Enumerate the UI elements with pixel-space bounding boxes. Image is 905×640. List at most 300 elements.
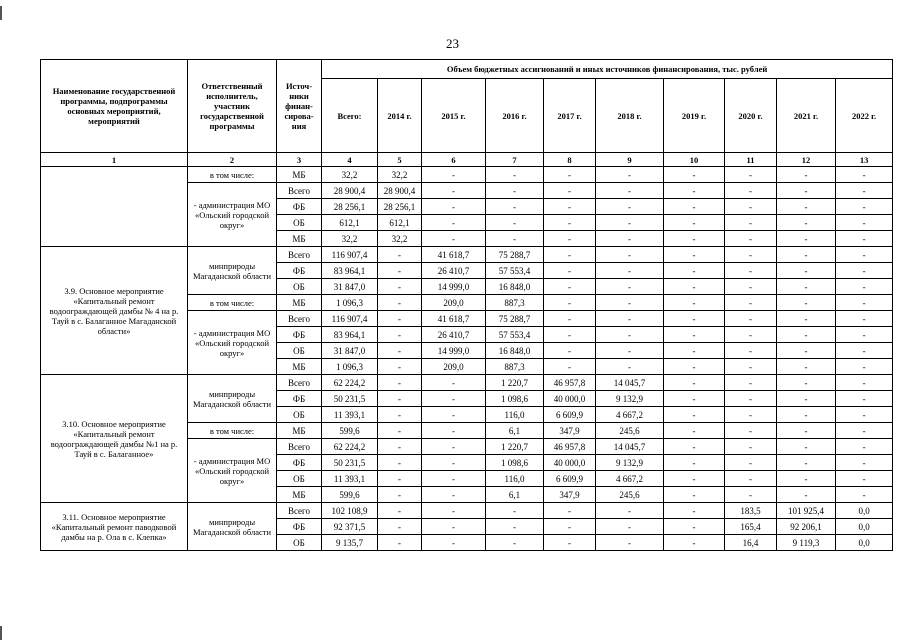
amount-year: 40 000,0	[544, 455, 596, 471]
amount-year: -	[596, 231, 664, 247]
funding-source: ОБ	[277, 279, 322, 295]
amount-year: -	[378, 439, 422, 455]
table-row	[41, 375, 893, 391]
amount-year: -	[544, 311, 596, 327]
table-row	[41, 247, 893, 263]
amount-year: -	[777, 215, 836, 231]
table-body	[41, 167, 893, 551]
column-number: 1	[41, 153, 188, 167]
funding-source: ФБ	[277, 391, 322, 407]
amount-year: -	[664, 359, 725, 375]
amount-year: -	[422, 503, 486, 519]
amount-total: 9 135,7	[322, 535, 378, 551]
binding-mark-bottom	[0, 626, 2, 640]
funding-source: ФБ	[277, 199, 322, 215]
amount-year: -	[777, 311, 836, 327]
amount-year: -	[725, 327, 777, 343]
amount-year: 6,1	[486, 487, 544, 503]
amount-year: -	[777, 231, 836, 247]
amount-year: -	[664, 215, 725, 231]
amount-year: 347,9	[544, 487, 596, 503]
funding-source: Всего	[277, 375, 322, 391]
table-row	[41, 503, 893, 519]
header-responsible: Ответственный исполнитель, участник государственной программы	[188, 60, 277, 153]
amount-year: -	[664, 279, 725, 295]
amount-year: -	[596, 535, 664, 551]
amount-year: -	[725, 199, 777, 215]
amount-total: 612,1	[322, 215, 378, 231]
amount-year: -	[544, 183, 596, 199]
amount-year: -	[544, 231, 596, 247]
amount-year: -	[836, 439, 893, 455]
header-year: 2019 г.	[664, 79, 725, 153]
amount-year: -	[544, 167, 596, 183]
amount-year: -	[777, 295, 836, 311]
column-number: 6	[422, 153, 486, 167]
amount-year: -	[378, 263, 422, 279]
header-source: Источ-ники финан-сирова-ния	[277, 60, 322, 153]
amount-year: 75 288,7	[486, 311, 544, 327]
funding-source: Всего	[277, 247, 322, 263]
funding-source: МБ	[277, 487, 322, 503]
amount-year: -	[777, 407, 836, 423]
amount-year: -	[664, 487, 725, 503]
amount-year: -	[544, 199, 596, 215]
amount-year: -	[378, 487, 422, 503]
amount-year: -	[664, 263, 725, 279]
amount-year: -	[422, 167, 486, 183]
funding-source: ОБ	[277, 471, 322, 487]
activity-name: 3.9. Основное мероприятие «Капитальный ремонт водоограждающей дамбы № 4 на р. Тауй в с. Балаганное Магаданской области»	[41, 247, 188, 375]
amount-year: 57 553,4	[486, 263, 544, 279]
funding-source: ОБ	[277, 407, 322, 423]
amount-year: -	[378, 311, 422, 327]
amount-year: 40 000,0	[544, 391, 596, 407]
amount-year: -	[378, 455, 422, 471]
amount-year: -	[422, 183, 486, 199]
amount-year: 0,0	[836, 535, 893, 551]
amount-year: 0,0	[836, 503, 893, 519]
amount-year: 26 410,7	[422, 263, 486, 279]
amount-total: 116 907,4	[322, 311, 378, 327]
amount-year: -	[777, 471, 836, 487]
amount-year: -	[836, 343, 893, 359]
amount-year: 14 045,7	[596, 439, 664, 455]
amount-year: 209,0	[422, 295, 486, 311]
amount-year: -	[378, 391, 422, 407]
responsible-executor: - администрация МО «Ольский городской округ»	[188, 183, 277, 247]
activity-name: 3.11. Основное мероприятие «Капитальный ремонт паводковой дамбы на р. Ола в с. Клепка»	[41, 503, 188, 551]
amount-year: -	[664, 231, 725, 247]
amount-year: -	[725, 215, 777, 231]
responsible-executor: минприроды Магаданской области	[188, 503, 277, 551]
amount-year: 9 132,9	[596, 391, 664, 407]
header-year: 2021 г.	[777, 79, 836, 153]
funding-source: Всего	[277, 311, 322, 327]
column-number: 8	[544, 153, 596, 167]
amount-year: -	[422, 455, 486, 471]
amount-total: 62 224,2	[322, 439, 378, 455]
amount-year: -	[725, 263, 777, 279]
funding-source: МБ	[277, 295, 322, 311]
amount-year: -	[422, 423, 486, 439]
amount-year: 6 609,9	[544, 471, 596, 487]
amount-total: 31 847,0	[322, 279, 378, 295]
amount-year: 14 045,7	[596, 375, 664, 391]
amount-year: -	[378, 343, 422, 359]
funding-source: Всего	[277, 503, 322, 519]
amount-year: -	[422, 407, 486, 423]
amount-year: 165,4	[725, 519, 777, 535]
amount-total: 62 224,2	[322, 375, 378, 391]
amount-year: 28 900,4	[378, 183, 422, 199]
amount-year: -	[777, 327, 836, 343]
amount-year: -	[378, 247, 422, 263]
amount-year: -	[596, 359, 664, 375]
amount-year: -	[725, 391, 777, 407]
amount-year: -	[378, 471, 422, 487]
amount-year: -	[544, 295, 596, 311]
amount-year: -	[836, 279, 893, 295]
amount-year: 887,3	[486, 359, 544, 375]
amount-year: -	[664, 199, 725, 215]
amount-year: -	[422, 487, 486, 503]
column-number: 13	[836, 153, 893, 167]
amount-year: -	[486, 503, 544, 519]
amount-year: 16 848,0	[486, 279, 544, 295]
amount-year: 46 957,8	[544, 375, 596, 391]
amount-year: -	[664, 423, 725, 439]
amount-year: 183,5	[725, 503, 777, 519]
amount-year: -	[422, 471, 486, 487]
funding-source: МБ	[277, 423, 322, 439]
amount-year: 41 618,7	[422, 247, 486, 263]
column-number: 7	[486, 153, 544, 167]
amount-year: -	[664, 439, 725, 455]
funding-source: ФБ	[277, 263, 322, 279]
amount-year: 347,9	[544, 423, 596, 439]
amount-year: -	[725, 471, 777, 487]
funding-table	[40, 59, 893, 551]
header-year: 2016 г.	[486, 79, 544, 153]
amount-year: 32,2	[378, 167, 422, 183]
amount-year: -	[777, 167, 836, 183]
amount-year: 75 288,7	[486, 247, 544, 263]
responsible-executor: в том числе:	[188, 423, 277, 439]
amount-year: 116,0	[486, 471, 544, 487]
amount-year: -	[596, 199, 664, 215]
amount-year: -	[422, 391, 486, 407]
amount-total: 1 096,3	[322, 359, 378, 375]
amount-year: -	[664, 375, 725, 391]
amount-year: -	[664, 183, 725, 199]
amount-year: -	[836, 295, 893, 311]
amount-total: 116 907,4	[322, 247, 378, 263]
amount-year: -	[596, 295, 664, 311]
amount-total: 28 256,1	[322, 199, 378, 215]
amount-year: -	[836, 231, 893, 247]
responsible-executor: в том числе:	[188, 295, 277, 311]
column-number: 11	[725, 153, 777, 167]
funding-source: МБ	[277, 231, 322, 247]
amount-year: 245,6	[596, 487, 664, 503]
amount-year: -	[836, 455, 893, 471]
amount-year: -	[836, 327, 893, 343]
amount-year: -	[486, 231, 544, 247]
amount-year: -	[596, 327, 664, 343]
column-number-row	[41, 153, 893, 167]
amount-year: -	[664, 407, 725, 423]
responsible-executor: минприроды Магаданской области	[188, 375, 277, 423]
amount-year: -	[836, 407, 893, 423]
amount-year: -	[486, 519, 544, 535]
column-number: 10	[664, 153, 725, 167]
amount-total: 599,6	[322, 423, 378, 439]
amount-year: -	[544, 215, 596, 231]
amount-year: 4 667,2	[596, 471, 664, 487]
amount-year: 4 667,2	[596, 407, 664, 423]
amount-year: 92 206,1	[777, 519, 836, 535]
amount-total: 32,2	[322, 231, 378, 247]
amount-year: 16 848,0	[486, 343, 544, 359]
amount-year: 1 098,6	[486, 391, 544, 407]
amount-year: -	[378, 327, 422, 343]
amount-year: 0,0	[836, 519, 893, 535]
amount-year: -	[378, 423, 422, 439]
amount-year: 612,1	[378, 215, 422, 231]
amount-year: 57 553,4	[486, 327, 544, 343]
funding-source: ОБ	[277, 343, 322, 359]
amount-year: -	[596, 503, 664, 519]
amount-year: -	[422, 215, 486, 231]
amount-year: -	[664, 519, 725, 535]
amount-year: -	[836, 215, 893, 231]
amount-year: -	[836, 263, 893, 279]
amount-year: -	[836, 199, 893, 215]
amount-year: -	[378, 407, 422, 423]
amount-year: -	[422, 519, 486, 535]
amount-year: -	[422, 231, 486, 247]
amount-year: -	[378, 279, 422, 295]
amount-year: -	[596, 311, 664, 327]
amount-year: 6 609,9	[544, 407, 596, 423]
amount-year: -	[777, 183, 836, 199]
funding-source: ОБ	[277, 215, 322, 231]
column-number: 5	[378, 153, 422, 167]
amount-year: -	[777, 391, 836, 407]
amount-year: -	[725, 455, 777, 471]
amount-total: 83 964,1	[322, 263, 378, 279]
amount-year: -	[596, 183, 664, 199]
header-year: 2015 г.	[422, 79, 486, 153]
amount-year: -	[725, 439, 777, 455]
amount-year: 26 410,7	[422, 327, 486, 343]
amount-year: 14 999,0	[422, 343, 486, 359]
responsible-executor: минприроды Магаданской области	[188, 247, 277, 295]
amount-year: -	[664, 327, 725, 343]
amount-year: -	[486, 183, 544, 199]
amount-year: -	[725, 343, 777, 359]
amount-year: 101 925,4	[777, 503, 836, 519]
amount-year: -	[664, 167, 725, 183]
amount-year: -	[836, 183, 893, 199]
amount-total: 50 231,5	[322, 391, 378, 407]
amount-year: -	[378, 359, 422, 375]
amount-year: -	[596, 263, 664, 279]
amount-year: 46 957,8	[544, 439, 596, 455]
amount-total: 599,6	[322, 487, 378, 503]
amount-year: -	[486, 199, 544, 215]
amount-year: -	[836, 391, 893, 407]
amount-year: -	[836, 487, 893, 503]
amount-year: -	[596, 279, 664, 295]
amount-year: 9 119,3	[777, 535, 836, 551]
header-total: Всего:	[322, 79, 378, 153]
amount-year: 6,1	[486, 423, 544, 439]
amount-year: -	[777, 455, 836, 471]
amount-total: 92 371,5	[322, 519, 378, 535]
amount-year: -	[777, 375, 836, 391]
amount-year: -	[544, 343, 596, 359]
amount-year: -	[725, 407, 777, 423]
amount-total: 1 096,3	[322, 295, 378, 311]
amount-year: -	[378, 375, 422, 391]
binding-mark-top	[0, 6, 2, 20]
amount-year: -	[777, 279, 836, 295]
amount-year: -	[725, 183, 777, 199]
amount-year: -	[836, 423, 893, 439]
amount-total: 11 393,1	[322, 471, 378, 487]
header-year: 2022 г.	[836, 79, 893, 153]
amount-year: -	[544, 279, 596, 295]
amount-year: -	[664, 391, 725, 407]
amount-year: -	[777, 247, 836, 263]
amount-total: 102 108,9	[322, 503, 378, 519]
amount-year: -	[544, 535, 596, 551]
amount-year: -	[777, 439, 836, 455]
amount-year: 14 999,0	[422, 279, 486, 295]
amount-year: 209,0	[422, 359, 486, 375]
funding-source: ФБ	[277, 519, 322, 535]
funding-source: МБ	[277, 359, 322, 375]
responsible-executor: - администрация МО «Ольский городской округ»	[188, 311, 277, 375]
amount-year: 1 220,7	[486, 375, 544, 391]
responsible-executor: в том числе:	[188, 167, 277, 183]
amount-year: -	[596, 343, 664, 359]
amount-year: 9 132,9	[596, 455, 664, 471]
amount-year: -	[725, 423, 777, 439]
amount-year: -	[836, 359, 893, 375]
amount-year: -	[664, 295, 725, 311]
amount-year: -	[725, 167, 777, 183]
amount-year: -	[596, 215, 664, 231]
amount-year: -	[544, 359, 596, 375]
amount-year: -	[836, 167, 893, 183]
amount-year: -	[777, 343, 836, 359]
amount-year: -	[544, 247, 596, 263]
amount-year: -	[544, 519, 596, 535]
amount-year: 887,3	[486, 295, 544, 311]
amount-year: -	[664, 535, 725, 551]
amount-year: -	[725, 311, 777, 327]
column-number: 4	[322, 153, 378, 167]
header-name: Наименование государственной программы, подпрограммы основных мероприятий, мероприятий	[41, 60, 188, 153]
amount-year: -	[664, 471, 725, 487]
funding-source: Всего	[277, 183, 322, 199]
amount-year: -	[664, 343, 725, 359]
amount-total: 31 847,0	[322, 343, 378, 359]
funding-source: ОБ	[277, 535, 322, 551]
amount-year: -	[836, 471, 893, 487]
amount-year: -	[378, 535, 422, 551]
amount-year: -	[378, 519, 422, 535]
amount-year: -	[725, 295, 777, 311]
header-funding-group: Объем бюджетных ассигнований и иных источников финансирования, тыс. рублей	[322, 60, 893, 79]
amount-year: -	[596, 167, 664, 183]
amount-year: -	[836, 247, 893, 263]
amount-year: -	[378, 503, 422, 519]
header-year: 2014 г.	[378, 79, 422, 153]
amount-year: -	[777, 199, 836, 215]
funding-source: Всего	[277, 439, 322, 455]
column-number: 9	[596, 153, 664, 167]
amount-year: -	[725, 359, 777, 375]
amount-year: -	[777, 359, 836, 375]
amount-total: 50 231,5	[322, 455, 378, 471]
amount-year: -	[777, 423, 836, 439]
funding-source: МБ	[277, 167, 322, 183]
header-year: 2017 г.	[544, 79, 596, 153]
amount-year: -	[664, 503, 725, 519]
amount-year: -	[777, 487, 836, 503]
column-number: 12	[777, 153, 836, 167]
amount-year: -	[664, 455, 725, 471]
amount-year: -	[664, 311, 725, 327]
amount-total: 28 900,4	[322, 183, 378, 199]
amount-year: -	[777, 263, 836, 279]
amount-year: 16,4	[725, 535, 777, 551]
amount-year: 1 098,6	[486, 455, 544, 471]
amount-year: -	[544, 263, 596, 279]
amount-year: -	[596, 519, 664, 535]
amount-total: 32,2	[322, 167, 378, 183]
amount-year: -	[725, 247, 777, 263]
amount-year: -	[422, 439, 486, 455]
amount-year: -	[422, 375, 486, 391]
amount-year: -	[725, 231, 777, 247]
header-year: 2020 г.	[725, 79, 777, 153]
amount-year: 32,2	[378, 231, 422, 247]
amount-year: -	[725, 375, 777, 391]
amount-year: -	[664, 247, 725, 263]
amount-year: 28 256,1	[378, 199, 422, 215]
amount-year: -	[544, 503, 596, 519]
column-number: 3	[277, 153, 322, 167]
responsible-executor: - администрация МО «Ольский городской округ»	[188, 439, 277, 503]
column-number: 2	[188, 153, 277, 167]
amount-year: -	[486, 215, 544, 231]
amount-year: -	[422, 535, 486, 551]
funding-source: ФБ	[277, 327, 322, 343]
activity-name: 3.10. Основное мероприятие «Капитальный ремонт водоограждающей дамбы №1 на р. Тауй в с. Балаганное»	[41, 375, 188, 503]
amount-year: -	[378, 295, 422, 311]
amount-year: -	[836, 311, 893, 327]
amount-year: 116,0	[486, 407, 544, 423]
amount-year: 1 220,7	[486, 439, 544, 455]
amount-year: -	[544, 327, 596, 343]
amount-total: 11 393,1	[322, 407, 378, 423]
amount-year: -	[725, 279, 777, 295]
